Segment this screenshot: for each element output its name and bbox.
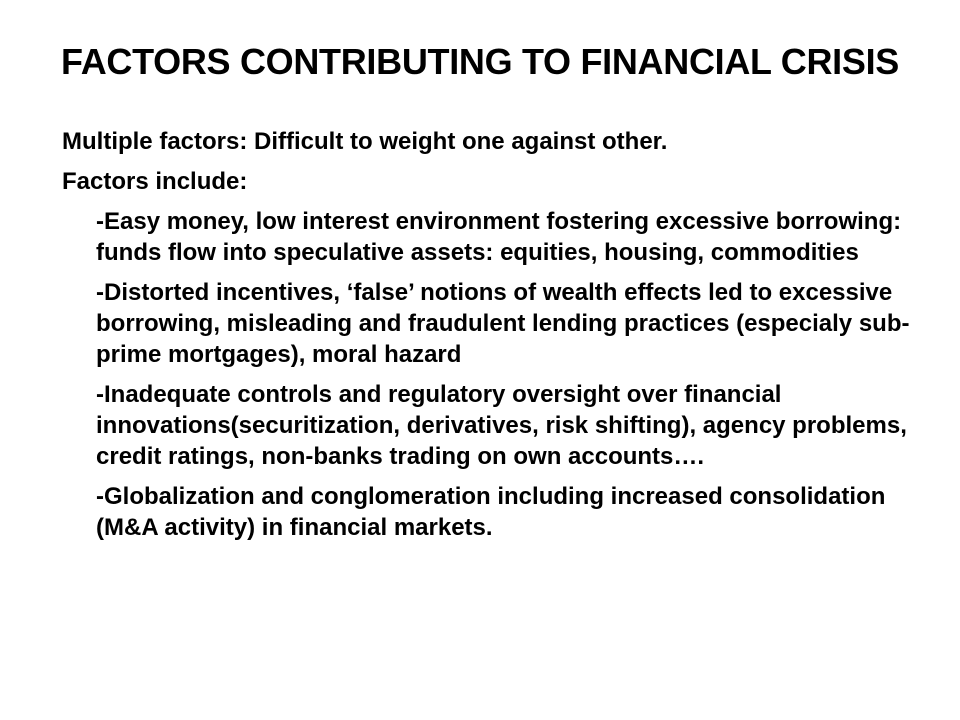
intro-text: Multiple factors: Difficult to weight one against other. [62, 128, 668, 155]
factor-item-3: -Inadequate controls and regulatory oversight over financial innovations(securitization, derivatives, risk shifting), agency problems, credit ratings, non-banks trading on own accounts…. [96, 381, 907, 470]
factors-heading: Factors include: [62, 168, 248, 195]
slide-body [62, 126, 922, 552]
factor-item-4: -Globalization and conglomeration including increased consolidation (M&A activity) in financial markets. [96, 483, 886, 541]
slide-title: FACTORS CONTRIBUTING TO FINANCIAL CRISIS [60, 41, 900, 82]
factor-item-2: -Distorted incentives, ‘false’ notions of wealth effects led to excessive borrowing, misleading and fraudulent lending practices (especialy sub-prime mortgages), moral hazard [96, 279, 910, 368]
factor-item-1: -Easy money, low interest environment fostering excessive borrowing: funds flow into speculative assets: equities, housing, commodities [96, 208, 902, 266]
